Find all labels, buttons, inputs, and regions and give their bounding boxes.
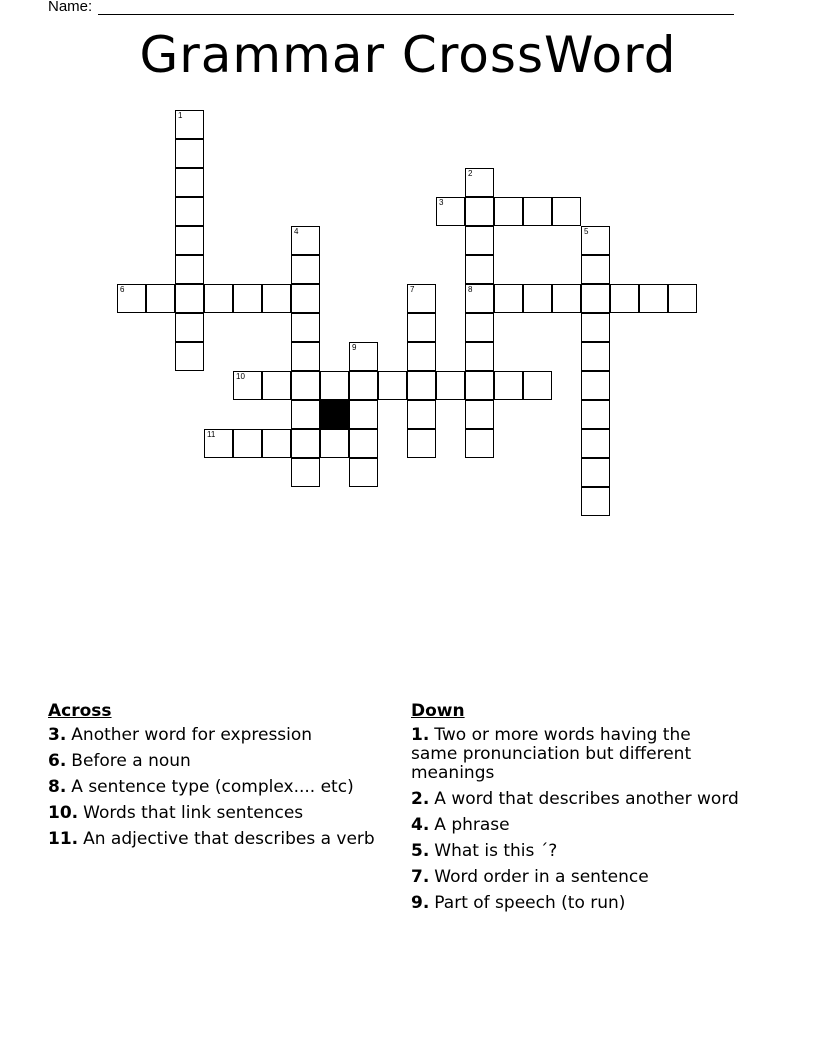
grid-cell[interactable] [523,371,552,400]
grid-cell[interactable] [291,342,320,371]
grid-cell[interactable] [291,458,320,487]
grid-cell[interactable] [407,313,436,342]
cell-number: 10 [236,372,245,381]
grid-cell[interactable] [407,342,436,371]
grid-cell[interactable] [175,168,204,197]
grid-cell[interactable] [291,400,320,429]
grid-cell[interactable] [581,458,610,487]
clue-text: An adjective that describes a verb [83,829,375,849]
clue-number: 4. [411,815,430,835]
cell-number: 9 [352,343,357,352]
clue-number: 1. [411,725,430,745]
cell-number: 8 [468,285,473,294]
grid-cell[interactable] [117,284,146,313]
clue-number: 7. [411,867,430,887]
grid-cell[interactable] [262,284,291,313]
clue-item [48,778,388,797]
grid-cell[interactable] [349,371,378,400]
cell-number: 6 [120,285,125,294]
clue-number: 3. [48,725,67,745]
grid-cell[interactable] [407,429,436,458]
grid-cell[interactable] [552,197,581,226]
grid-cell[interactable] [581,255,610,284]
grid-cell[interactable] [291,255,320,284]
down-heading: Down [411,701,465,721]
grid-cell[interactable] [465,313,494,342]
grid-cell[interactable] [494,284,523,313]
down-clues [411,702,741,920]
grid-cell[interactable] [175,110,204,139]
clue-text: Words that link sentences [83,803,304,823]
grid-cell[interactable] [291,429,320,458]
grid-cell[interactable] [581,342,610,371]
grid-cell[interactable] [175,139,204,168]
clue-item [411,842,741,861]
across-clue-list [48,726,388,849]
clue-item [48,830,388,849]
grid-cell[interactable] [465,371,494,400]
clue-item [48,752,388,771]
grid-cell[interactable] [552,284,581,313]
clue-number: 11. [48,829,79,849]
clue-item [411,868,741,887]
clue-text: Two or more words having the same pronunciation but different meanings [411,725,692,783]
cell-number: 4 [294,227,299,236]
clue-item [48,726,388,745]
grid-cell[interactable] [668,284,697,313]
grid-cell[interactable] [175,226,204,255]
grid-cell[interactable] [349,458,378,487]
name-label: Name: [48,0,93,15]
clue-text: A phrase [434,815,510,835]
grid-cell[interactable] [465,284,494,313]
clue-text: Another word for expression [71,725,313,745]
grid-cell[interactable] [175,342,204,371]
clue-item [411,816,741,835]
grid-cell[interactable] [291,371,320,400]
cell-number: 2 [468,169,473,178]
grid-cell[interactable] [407,400,436,429]
across-heading: Across [48,701,112,721]
grid-cell[interactable] [581,284,610,313]
clue-number: 9. [411,893,430,913]
grid-cell[interactable] [465,400,494,429]
grid-cell[interactable] [465,226,494,255]
grid-cell[interactable] [465,429,494,458]
grid-cell[interactable] [581,226,610,255]
clue-text: A sentence type (complex.... etc) [71,777,354,797]
grid-cell[interactable] [407,371,436,400]
cell-number: 1 [178,111,183,120]
cell-number: 5 [584,227,589,236]
grid-cell[interactable] [291,226,320,255]
grid-cell[interactable] [175,313,204,342]
clue-number: 8. [48,777,67,797]
grid-cell[interactable] [465,255,494,284]
cell-number: 7 [410,285,415,294]
grid-cell[interactable] [436,371,465,400]
grid-cell[interactable] [349,400,378,429]
grid-cell[interactable] [465,342,494,371]
shaded-cell [320,400,349,429]
down-clue-list [411,726,741,913]
grid-cell[interactable] [523,197,552,226]
grid-cell[interactable] [407,284,436,313]
grid-cell[interactable] [581,429,610,458]
clue-item [48,804,388,823]
grid-cell[interactable] [233,284,262,313]
grid-cell[interactable] [175,284,204,313]
clue-item [411,894,741,913]
grid-cell[interactable] [581,487,610,516]
grid-cell[interactable] [639,284,668,313]
grid-cell[interactable] [581,371,610,400]
grid-cell[interactable] [494,371,523,400]
grid-cell[interactable] [581,313,610,342]
clue-number: 10. [48,803,79,823]
grid-cell[interactable] [175,197,204,226]
clue-number: 6. [48,751,67,771]
grid-cell[interactable] [581,400,610,429]
grid-cell[interactable] [291,313,320,342]
grid-cell[interactable] [204,284,233,313]
grid-cell[interactable] [610,284,639,313]
grid-cell[interactable] [262,429,291,458]
clue-item [411,790,741,809]
grid-cell[interactable] [378,371,407,400]
grid-cell[interactable] [320,429,349,458]
grid-cell[interactable] [320,371,349,400]
grid-cell[interactable] [349,429,378,458]
grid-cell[interactable] [233,371,262,400]
grid-cell[interactable] [146,284,175,313]
cell-number: 11 [207,430,216,439]
grid-cell[interactable] [494,197,523,226]
clue-text: Word order in a sentence [434,867,649,887]
cell-number: 3 [439,198,444,207]
clue-number: 2. [411,789,430,809]
grid-cell[interactable] [349,342,378,371]
grid-cell[interactable] [465,197,494,226]
grid-cell[interactable] [175,255,204,284]
clue-text: Part of speech (to run) [434,893,626,913]
grid-cell[interactable] [291,284,320,313]
clue-text: What is this ´? [434,841,558,861]
grid-cell[interactable] [523,284,552,313]
grid-cell[interactable] [262,371,291,400]
grid-cell[interactable] [233,429,262,458]
across-clues [48,702,388,856]
grid-cell[interactable] [465,168,494,197]
page-title: Grammar CrossWord [139,26,677,84]
clue-text: Before a noun [71,751,191,771]
clue-text: A word that describes another word [434,789,739,809]
grid-cell[interactable] [204,429,233,458]
grid-cell[interactable] [436,197,465,226]
clue-number: 5. [411,841,430,861]
clue-item [411,726,741,783]
